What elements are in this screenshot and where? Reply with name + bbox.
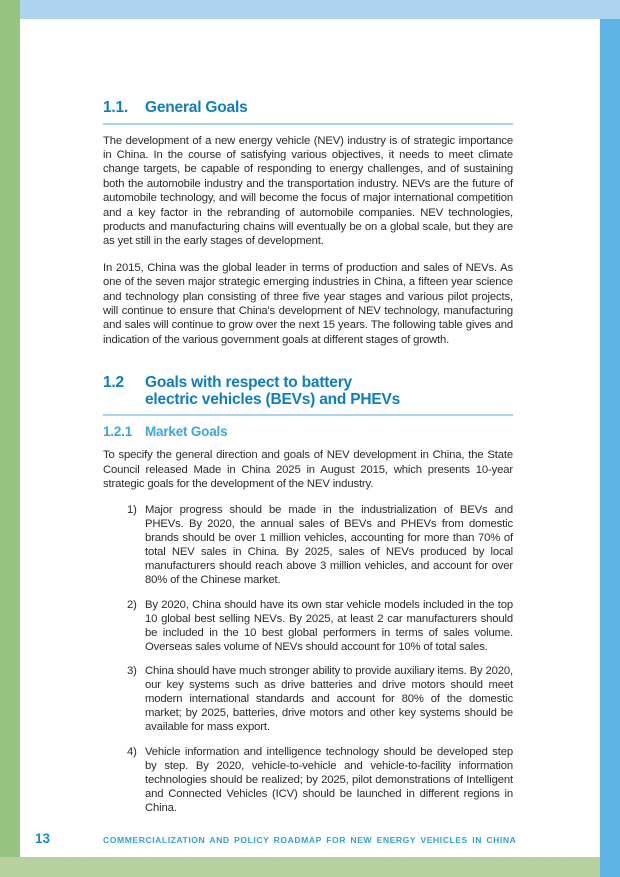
paragraph: The development of a new energy vehicle (NEV) industry is of strategic importance in China. In the course of satisfying various objectives, it needs to meet climate change targets, be capable of responding to energy challenges, and of sustaining both the automobile industry and the transportation industry. NEVs are the future of automobile technology, and will become the focus of major international competition and a key factor in the rebranding of automobile companies. NEV technologies, products and manufacturing chains will eventually be on a global scale, but they are as yet still in the early stages of development. (103, 134, 513, 248)
list-item-text: By 2020, China should have its own star vehicle models included in the top 10 global best selling NEVs. By 2025, at least 2 car manufacturers should be included in the 10 best global performers in terms of sales volume. Overseas sales volume of NEVs should account for 10% of total sales. (145, 598, 513, 653)
subsection-title: Market Goals (145, 424, 228, 440)
list-item (103, 599, 513, 655)
paragraph: To specify the general direction and goals of NEV development in China, the State Council released Made in China 2025 in August 2015, which presents 10-year strategic goals for the development of the NEV industry. (103, 449, 513, 490)
list-item-text: China should have much stronger ability to provide auxiliary items. By 2020, our key systems such as drive batteries and drive motors should meet modern international standards and account for 80% of the domestic market; by 2025, batteries, drive motors and other key systems should be available for mass export. (145, 665, 513, 734)
left-border-strip (0, 0, 20, 857)
list-item-number: 3) (127, 665, 137, 678)
section-title-line1: Goals with respect to battery (145, 374, 352, 392)
heading-rule (103, 414, 513, 416)
section-title (145, 375, 400, 408)
top-border-strip (20, 0, 620, 19)
list-item-number: 4) (127, 746, 137, 758)
heading-rule (103, 123, 513, 125)
page-number: 13 (35, 831, 51, 846)
section-heading-1-2 (103, 375, 513, 408)
footer-running-title: COMMERCIALIZATION AND POLICY ROADMAP FOR NEW ENERGY VEHICLES IN CHINA (103, 835, 517, 845)
section-heading-1-1 (103, 100, 513, 117)
section-number: 1.2 (103, 374, 124, 392)
list-item-number: 2) (127, 598, 137, 611)
list-item (103, 504, 513, 587)
numbered-goal-list (103, 504, 513, 815)
section-title: General Goals (145, 99, 248, 116)
list-item-text: Major progress should be made in the industrialization of BEVs and PHEVs. By 2020, the annual sales of BEVs and PHEVs from domestic brands should be over 1 million vehicles, accounting for more than 70% of total NEV sales in China. By 2025, sales of NEVs produced by local manufacturers should reach above 3 million vehicles, and account for over 80% of the Chinese market. (145, 504, 513, 586)
paragraph: In 2015, China was the global leader in terms of production and sales of NEVs. As one of the seven major strategic emerging industries in China, a fifteen year science and technology plan consisting of three five year stages and various pilot projects, will continue to ensure that China's development of NEV technology, manufacturing and sales will continue to grow over the next 15 years. The following table gives and indication of the various government goals at different stages of growth. (103, 261, 513, 346)
section-title-line2: electric vehicles (BEVs) and PHEVs (145, 390, 401, 408)
list-item (103, 746, 513, 816)
subsection-heading-1-2-1 (103, 424, 513, 439)
right-border-strip (600, 19, 620, 877)
list-item (103, 665, 513, 735)
section-number: 1.1. (103, 99, 129, 116)
list-item-text: Vehicle information and intelligence technology should be developed step by step. By 2020, vehicle-to-vehicle and vehicle-to-facility information technologies should be realized; by 2025, pilot demonstrations of Intelligent and Connected Vehicles (ICV) should be launched in different regions in China. (145, 746, 513, 814)
bottom-border-strip (0, 857, 600, 877)
text-column (103, 19, 513, 827)
subsection-number: 1.2.1 (103, 424, 133, 440)
list-item-number: 1) (127, 504, 137, 517)
